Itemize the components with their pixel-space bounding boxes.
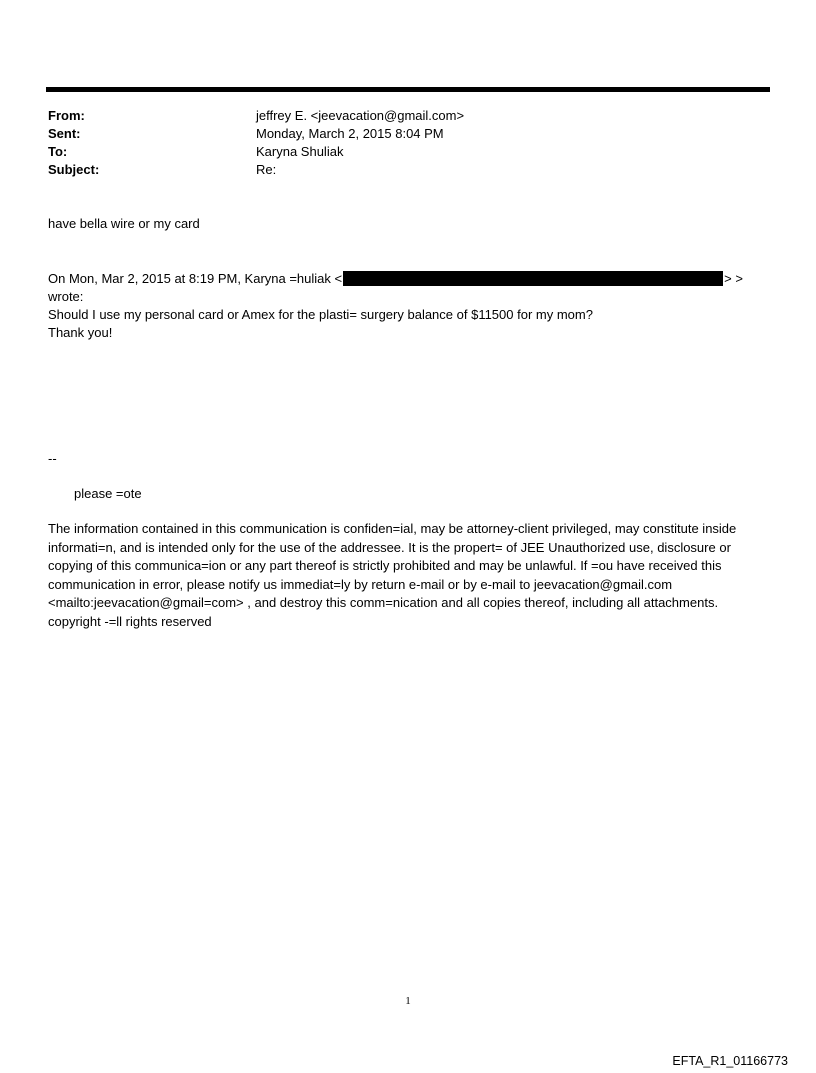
quote-intro bbox=[48, 270, 743, 288]
sent-label: Sent: bbox=[48, 126, 81, 141]
sent-row bbox=[48, 125, 748, 143]
reply-text: have bella wire or my card bbox=[48, 216, 200, 231]
quote-intro-after: > > bbox=[724, 271, 743, 286]
quote-line-1: Should I use my personal card or Amex for the plasti= surgery balance of $11500 for my mom? bbox=[48, 307, 593, 322]
subject-value: Re: bbox=[256, 162, 277, 177]
to-label: To: bbox=[48, 144, 68, 159]
subject-label: Subject: bbox=[48, 162, 100, 177]
redaction-bar bbox=[343, 271, 723, 286]
subject-row bbox=[48, 161, 748, 179]
document-id: EFTA_R1_01166773 bbox=[672, 1054, 788, 1068]
confidentiality-disclaimer: The information contained in this communication is confiden=ial, may be attorney-client privileged, may constitute inside informati=n, and is intended only for the use of the addressee. It is the propert= of JEE Unauthorized use, disclosure or copying of this communica=ion or any part thereof is strictly prohibited and may be unlawful. If =ou have received this communication in error, please notify us immediat=ly by return e-mail or by e-mail to jeevacation@gmail.com <mailto:jeevacation@gmail=com> , and destroy this comm=nication and all copies thereof, including all attachments. copyright -=ll rights reserved bbox=[48, 521, 737, 629]
to-row bbox=[48, 143, 748, 161]
from-value: jeffrey E. <jeevacation@gmail.com> bbox=[256, 108, 465, 123]
to-value: Karyna Shuliak bbox=[256, 144, 344, 159]
quote-wrote: wrote: bbox=[48, 289, 84, 304]
quote-intro-before: On Mon, Mar 2, 2015 at 8:19 PM, Karyna =huliak < bbox=[48, 271, 343, 286]
quote-line-2: Thank you! bbox=[48, 325, 113, 340]
from-row bbox=[48, 107, 748, 125]
from-label: From: bbox=[48, 108, 85, 123]
page-number: 1 bbox=[405, 995, 411, 1007]
email-header bbox=[48, 107, 748, 179]
signature-note: please =ote bbox=[74, 486, 142, 501]
sent-value: Monday, March 2, 2015 8:04 PM bbox=[256, 126, 444, 141]
signature-separator: -- bbox=[48, 451, 57, 466]
header-divider bbox=[46, 87, 770, 92]
